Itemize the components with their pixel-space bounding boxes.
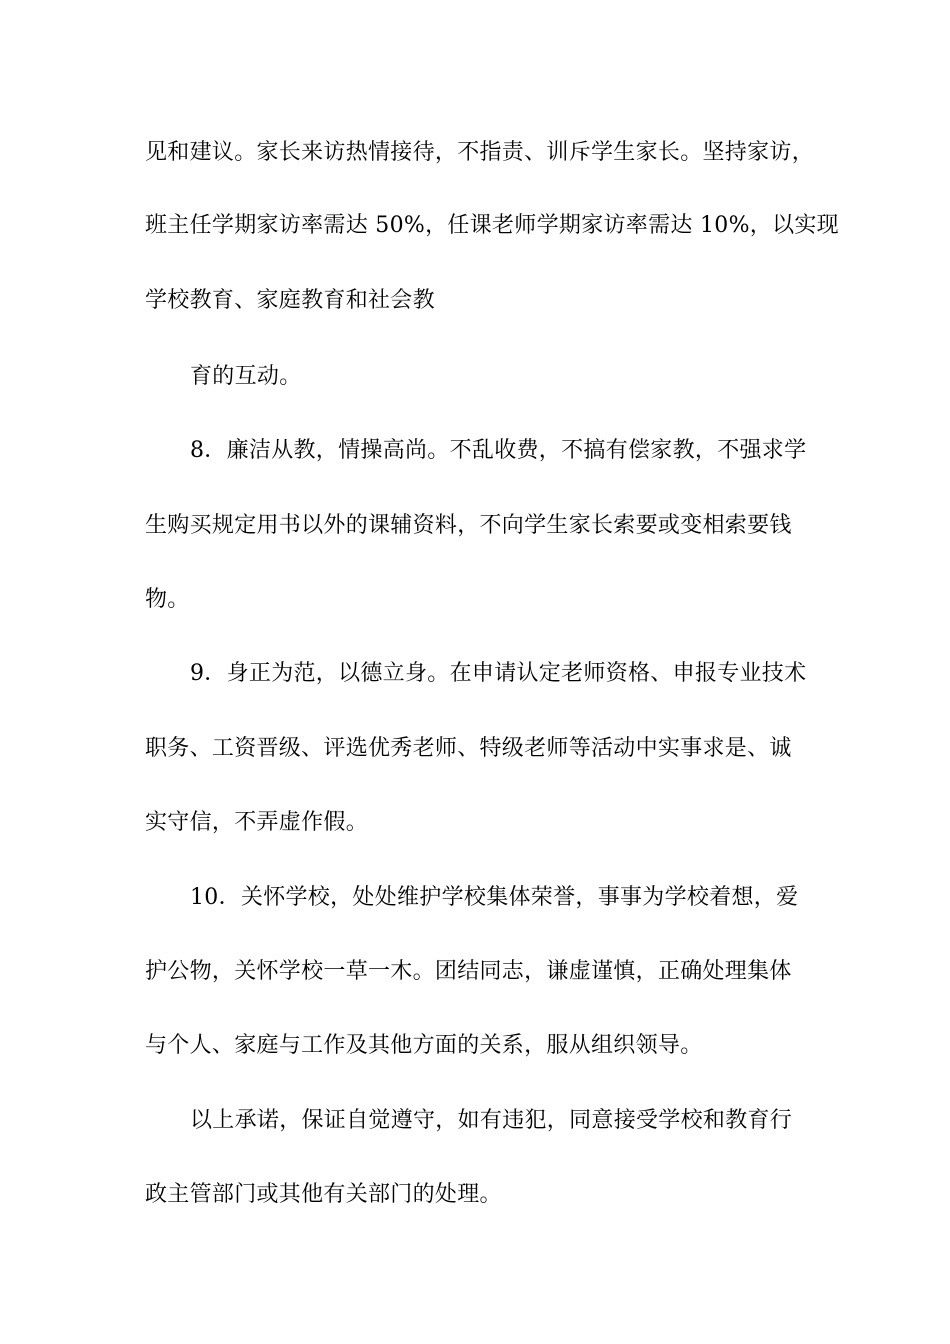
text-line: 班主任学期家访率需达 50%，任课老师学期家访率需达 10%，以实现	[145, 213, 839, 238]
text-line: 学校教育、家庭教育和社会教	[145, 288, 435, 313]
text-line: 物。	[145, 587, 190, 612]
text-line: 育的互动。	[190, 364, 302, 389]
text-line: 护公物，关怀学校一草一木。团结同志，谦虚谨慎，正确处理集体	[145, 959, 792, 984]
text-line: 8．廉洁从教，情操高尚。不乱收费，不搞有偿家教，不强求学	[190, 438, 807, 463]
text-line: 政主管部门或其他有关部门的处理。	[145, 1182, 502, 1207]
text-line: 实守信，不弄虚作假。	[145, 810, 369, 835]
text-line: 以上承诺，保证自觉遵守，如有违犯，同意接受学校和教育行	[190, 1108, 793, 1133]
text-line: 9．身正为范，以德立身。在申请认定老师资格、申报专业技术	[190, 661, 807, 686]
text-line: 10．关怀学校，处处维护学校集体荣誉，事事为学校着想，爱	[190, 885, 799, 910]
text-line: 生购买规定用书以外的课辅资料，不向学生家长索要或变相索要钱	[145, 513, 792, 538]
text-line: 与个人、家庭与工作及其他方面的关系，服从组织领导。	[145, 1033, 703, 1058]
text-line: 见和建议。家长来访热情接待，不指责、训斥学生家长。坚持家访，	[145, 140, 815, 165]
text-line: 职务、工资晋级、评选优秀老师、特级老师等活动中实事求是、诚	[145, 736, 792, 761]
